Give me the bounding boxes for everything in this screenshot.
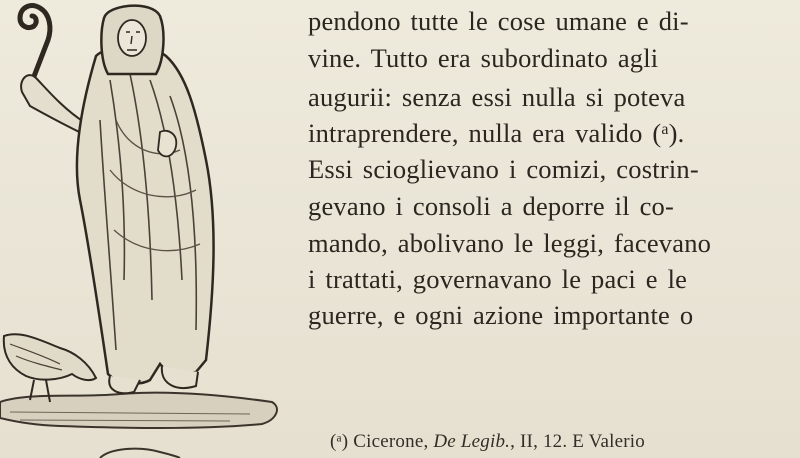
body-text — [308, 0, 800, 340]
footnote-author: Cicerone, — [353, 431, 429, 452]
text-line: guerre, e ogni azione importante o — [308, 300, 694, 330]
text-line: vine. Tutto era subordinato agli — [308, 43, 659, 73]
text-line: Essi scioglievano i comizi, costrin- — [308, 154, 699, 184]
footnote-mark: a — [336, 432, 342, 445]
footnote: ($^a$) Cicerone, De Legib., II, 12. E Valerio — [330, 431, 645, 452]
text-line: i trattati, governavano le paci e le — [308, 264, 688, 294]
augur-engraving — [0, 0, 300, 458]
left-hand — [158, 131, 176, 157]
text-line: augurii: senza essi nulla si poteva — [308, 82, 686, 112]
footnote-ref-text: , II, 12. E Valerio — [510, 431, 645, 452]
text-line: gevano i consoli a deporre il co- — [308, 191, 675, 221]
ground-base — [0, 393, 277, 428]
footnote-work: De Legib. — [433, 431, 511, 452]
text-line: pendono tutte le cose umane e di- — [308, 6, 689, 36]
ornament-fragment — [100, 449, 180, 458]
text-line-tail: ). — [668, 118, 685, 148]
text-line — [308, 120, 685, 147]
text-line-main: intraprendere, nulla era valido ( — [308, 118, 662, 148]
footnote-ref: a — [661, 121, 669, 139]
text-line: mando, abolivano le leggi, facevano — [308, 228, 712, 258]
